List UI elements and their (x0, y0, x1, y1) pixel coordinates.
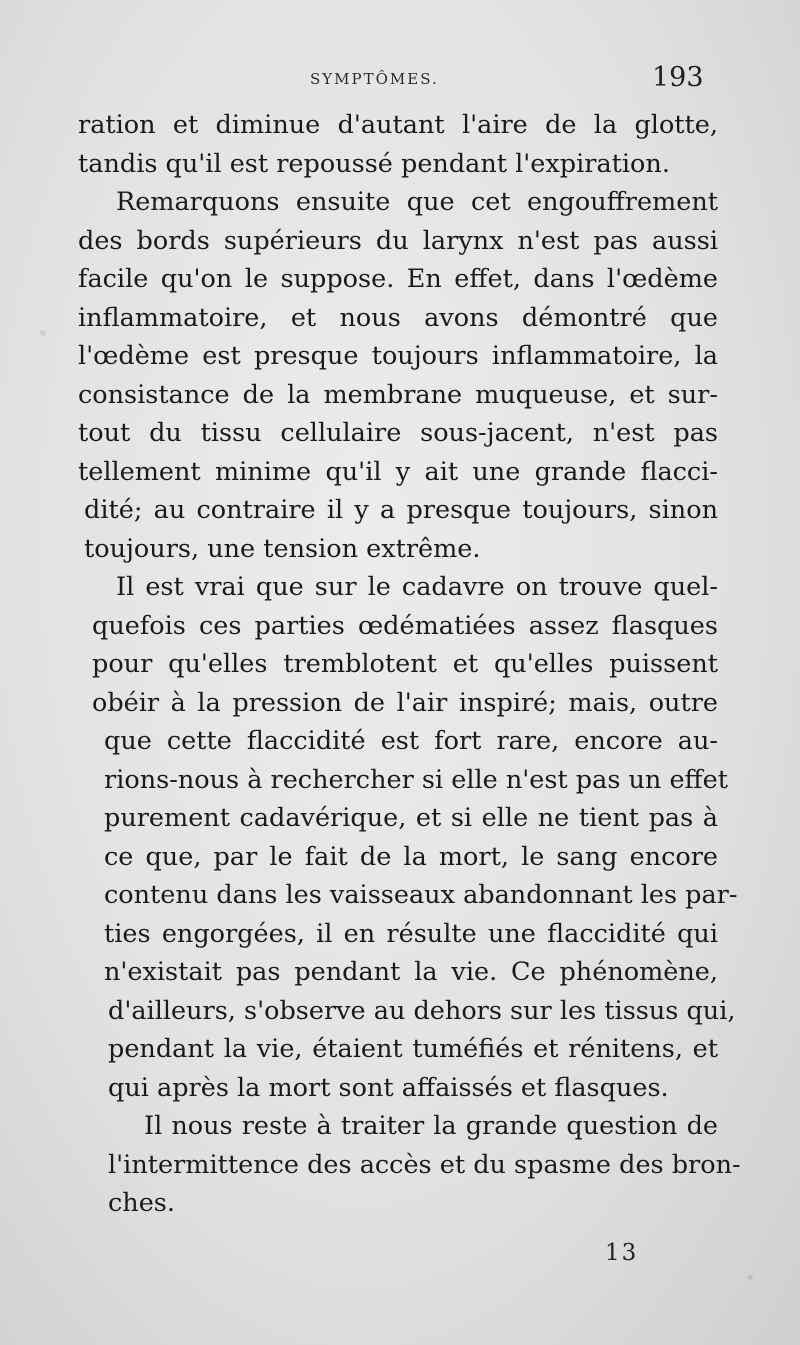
text-line: contenu dans les vaisseaux abandonnant les par- (104, 880, 738, 910)
page-number: 193 (652, 62, 704, 93)
text-line: l'intermittence des accès et du spasme des bron- (108, 1149, 741, 1180)
text-line: consistance de la membrane muqueuse, et sur- (78, 379, 718, 410)
running-head: SYMPTÔMES. (310, 70, 439, 88)
text-line: Il nous reste à traiter la grande question de (144, 1111, 718, 1141)
text-line: dité; au contraire il y a presque toujours, sinon (84, 495, 718, 525)
text-line: d'ailleurs, s'observe au dehors sur les tissus qui, (108, 995, 736, 1026)
text-line: ration et diminue d'autant l'aire de la glotte, (78, 110, 718, 140)
text-line: Il est vrai que sur le cadavre on trouve quel- (116, 572, 718, 602)
text-line: ce que, par le fait de la mort, le sang encore (104, 841, 718, 872)
ink-speck (748, 1275, 753, 1280)
ink-speck (40, 330, 46, 336)
text-line: tout du tissu cellulaire sous-jacent, n'est pas (78, 418, 718, 448)
text-line: ties engorgées, il en résulte une flaccidité qui (104, 918, 718, 949)
text-line: qui après la mort sont affaissés et flasques. (108, 1072, 669, 1103)
text-line: ches. (108, 1188, 175, 1218)
text-line: tellement minime qu'il y ait une grande flacci- (78, 456, 718, 487)
text-line: rions-nous à rechercher si elle n'est pas un effet (104, 764, 729, 795)
text-line: n'existait pas pendant la vie. Ce phénomène, (104, 957, 718, 987)
text-line: pour qu'elles tremblotent et qu'elles puissent (92, 649, 718, 679)
text-line: que cette flaccidité est fort rare, encore au- (104, 726, 718, 756)
body-text (78, 106, 741, 1223)
text-line: Remarquons ensuite que cet engouffrement (116, 187, 718, 217)
text-line: obéir à la pression de l'air inspiré; mais, outre (92, 687, 718, 718)
text-line: quefois ces parties œdématiées assez flasques (92, 610, 718, 641)
text-line: inflammatoire, et nous avons démontré que (78, 302, 718, 333)
text-line: pendant la vie, étaient tuméfiés et rénitens, et (108, 1034, 718, 1064)
signature-mark: 13 (605, 1240, 639, 1266)
text-line: l'œdème est presque toujours inflammatoire, la (78, 341, 718, 371)
text-line: purement cadavérique, et si elle ne tient pas à (104, 803, 718, 833)
text-line: des bords supérieurs du larynx n'est pas aussi (78, 225, 718, 256)
text-line: facile qu'on le suppose. En effet, dans l'œdème (78, 264, 718, 294)
text-line: tandis qu'il est repoussé pendant l'expiration. (78, 148, 670, 179)
text-line: toujours, une tension extrême. (84, 533, 481, 564)
